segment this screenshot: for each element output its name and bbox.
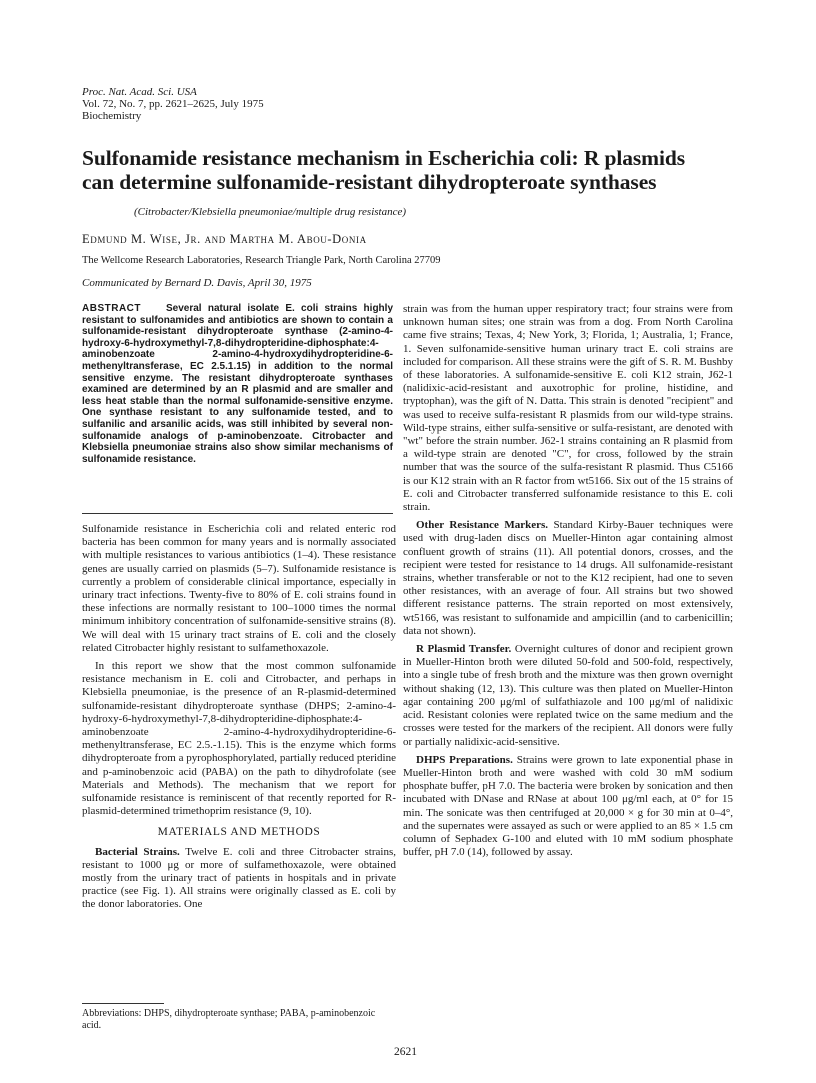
resistance-markers-heading: Other Resistance Markers. [416, 519, 549, 532]
left-column [82, 523, 396, 917]
title-line-1: Sulfonamide resistance mechanism in Escherichia coli: R plasmids [82, 146, 685, 170]
journal-name: Proc. Nat. Acad. Sci. USA [82, 86, 197, 98]
journal-volume: Vol. 72, No. 7, pp. 2621–2625, July 1975 [82, 98, 264, 110]
plasmid-transfer-text: Overnight cultures of donor and recipient grown in Mueller-Hinton broth were diluted 50-fold and 500-fold, respectively, into a single tube of fresh broth and the mixture was then grown overnight without shaking (12, 13). This culture was then plated on Mueller-Hinton agar containing 200 μg/ml of sulfathiazole and 100 μg/ml of nalidixic acid. Resistant colonies were replated twice on the same medium and the crosses were tested for the markers of the recipient. All donors were fully or partially nalidixic-acid-sensitive. [403, 643, 734, 748]
dhps-preparations-paragraph [403, 754, 733, 860]
bacterial-strains-paragraph [82, 846, 396, 912]
footnote-divider [82, 1003, 164, 1004]
abstract [82, 303, 393, 465]
abstract-divider [82, 513, 393, 514]
dhps-preparations-text: Strains were grown to late exponential phase in Mueller-Hinton broth and were washed with cold 30 mM sodium phosphate buffer, pH 7.0. The bacteria were broken by sonication and then incubated with DNase and RNase at about 100 μg/ml each, at 0° for 15 min. The sonicate was then centrifuged at 20,000 × g for 30 min at 0–4°, and the supernates were assayed as such or were applied to an 85 × 1.5 cm column of Sephadex G-100 and eluted with 10 mM sodium phosphate buffer, pH 7.0 (14), followed by assay. [403, 753, 734, 859]
dhps-preparations-heading: DHPS Preparations. [416, 753, 513, 766]
resistance-markers-paragraph [403, 519, 733, 638]
journal-section: Biochemistry [82, 110, 142, 122]
authors: Edmund M. Wise, Jr. and Martha M. Abou-Donia [82, 232, 367, 246]
journal-header [82, 86, 264, 122]
intro-paragraph-2: In this report we show that the most common sulfonamide resistance mechanism in E. coli and Citrobacter, and perhaps in Klebsiella pneumoniae, is the presence of an R-plasmid-determined sulfonamide-resistant dihydropteroate synthase (DHPS; 2-amino-4-hydroxy-6-hydroxymethyl-7,8-dihydropteridine-diphosphate:4-aminobenzoate 2-amino-4-hydroxydihydropteridine-6-methenyltransferase, EC 2.5.-1.15). This is the enzyme which forms dihydropteroate from a pyrophosphorylated, partially reduced pteridine and p-aminobenzoic acid (PABA) on the path to dihydrofolate (see Materials and Methods). The mechanism that we report for sulfonamide resistance is reminiscent of that recently reported for R-plasmid-determined trimethoprim resistance (9, 10). [82, 660, 396, 818]
bacterial-strains-heading: Bacterial Strains. [95, 845, 180, 858]
bacterial-strains-text: Twelve E. coli and three Citrobacter strains, resistant to 1000 μg or more of sulfamethoxazole, were obtained mostly from the urinary tract of patients in hospitals and in private practice (see Fig. 1). All strains were originally classed as E. coli by the donor laboratories. One [82, 845, 396, 911]
plasmid-transfer-heading: R Plasmid Transfer. [416, 643, 512, 656]
section-heading-methods: MATERIALS AND METHODS [157, 826, 321, 839]
title-line-2: can determine sulfonamide-resistant dihydropteroate synthases [82, 170, 657, 194]
page-number: 2621 [394, 1046, 417, 1058]
keywords: (Citrobacter/Klebsiella pneumoniae/multiple drug resistance) [134, 206, 407, 218]
footnote-abbreviations: Abbreviations: DHPS, dihydropteroate synthase; PABA, p-aminobenzoic acid. [82, 1008, 376, 1031]
communicated-by: Communicated by Bernard D. Davis, April 30, 1975 [82, 277, 312, 289]
affiliation: The Wellcome Research Laboratories, Research Triangle Park, North Carolina 27709 [82, 255, 441, 266]
resistance-markers-text: Standard Kirby-Bauer techniques were used with drug-laden discs on Mueller-Hinton agar containing almost confluent growth of strains (11). All potential donors, crosses, and the recipient were tested for resistance to 14 drugs. All sulfonamide-resistant strains, whether transferable or not to the K12 recipient, had one to seven other resistances, with an average of four. All strains but two showed different resistance patterns. The strain reported on most extensively, wt5166, was resistant to sulfonamide and ampicillin (and to carbenicillin; data not shown). [403, 519, 733, 637]
article-title [82, 146, 782, 194]
intro-paragraph-1: Sulfonamide resistance in Escherichia coli and related enteric rod bacteria has been common for many years and is normally associated with multiple resistances to various antibiotics (1–4). These resistance genes are usually carried on plasmids (5–7). Sulfonamide resistance is currently a problem of considerable clinical importance, especially in urinary tract infections. Twenty-five to 80% of E. coli strains found in these infections are normally resistant to 100–1000 times the normal minimum inhibitory concentration of sulfonamide-sensitive strains (8). We will deal with 15 urinary tract strains of E. coli and the closely related Citrobacter highly resistant to sulfamethoxazole. [82, 523, 396, 654]
abstract-heading: ABSTRACT [82, 303, 141, 314]
abstract-text: Several natural isolate E. coli strains highly resistant to sulfonamides and antibiotics are shown to contain a sulfonamide-resistant dihydropteroate synthase (2-amino-4-hydroxy-6-hydroxymethyl-7,8-dihydropteridine-diphosphate:4-aminobenzoate 2-amino-4-hydroxydihydropteridine-6-methenyltransferase, EC 2.5.1.15) in addition to the normal sensitive enzyme. The resistant dihydropteroate synthases examined are determined by an R plasmid and are smaller and less heat stable than the normal sulfonamide-sensitive enzyme. One synthase resistant to any sulfonamide tested, and to sulfanilic and arsanilic acids, was still inhibited by several non-sulfonamide analogs of p-aminobenzoate. Citrobacter and Klebsiella pneumoniae strains also show similar mechanisms of sulfonamide resistance. [82, 303, 393, 465]
plasmid-transfer-paragraph [403, 643, 733, 749]
strains-continued-paragraph: strain was from the human upper respiratory tract; four strains were from unknown human sites; one strain was from a dog. From North Carolina came five strains; Texas, 4; New York, 3; Florida, 1; Australia, 1; France, 1. Seven sulfonamide-sensitive human urinary tract E. coli strains are included for comparison. All these strains were the gift of S. R. M. Bushby of these laboratories. A sulfonamide-sensitive E. coli K12 strain, J62-1 (nalidixic-acid-resistant and auxotrophic for proline, histidine, and tryptophan), was the gift of N. Datta. This strain is denoted "recipient" and was used to receive sulfa-resistant R plasmids from our wild-type strains. Wild-type strains, either sulfa-sensitive or sulfa-resistant, are denoted with "wt" before the strain number. J62-1 strains containing an R plasmid from a wild-type strain are denoted "C", for cross, followed by the strain number that was the source of the sulfa-resistant R plasmid. Thus C5166 is our K12 strain with an R factor from wt5166. Six out of the 15 strains of E. coli and Citrobacter transferred sulfonamide resistance to this E. coli strain. [403, 303, 733, 514]
right-column [403, 303, 733, 864]
